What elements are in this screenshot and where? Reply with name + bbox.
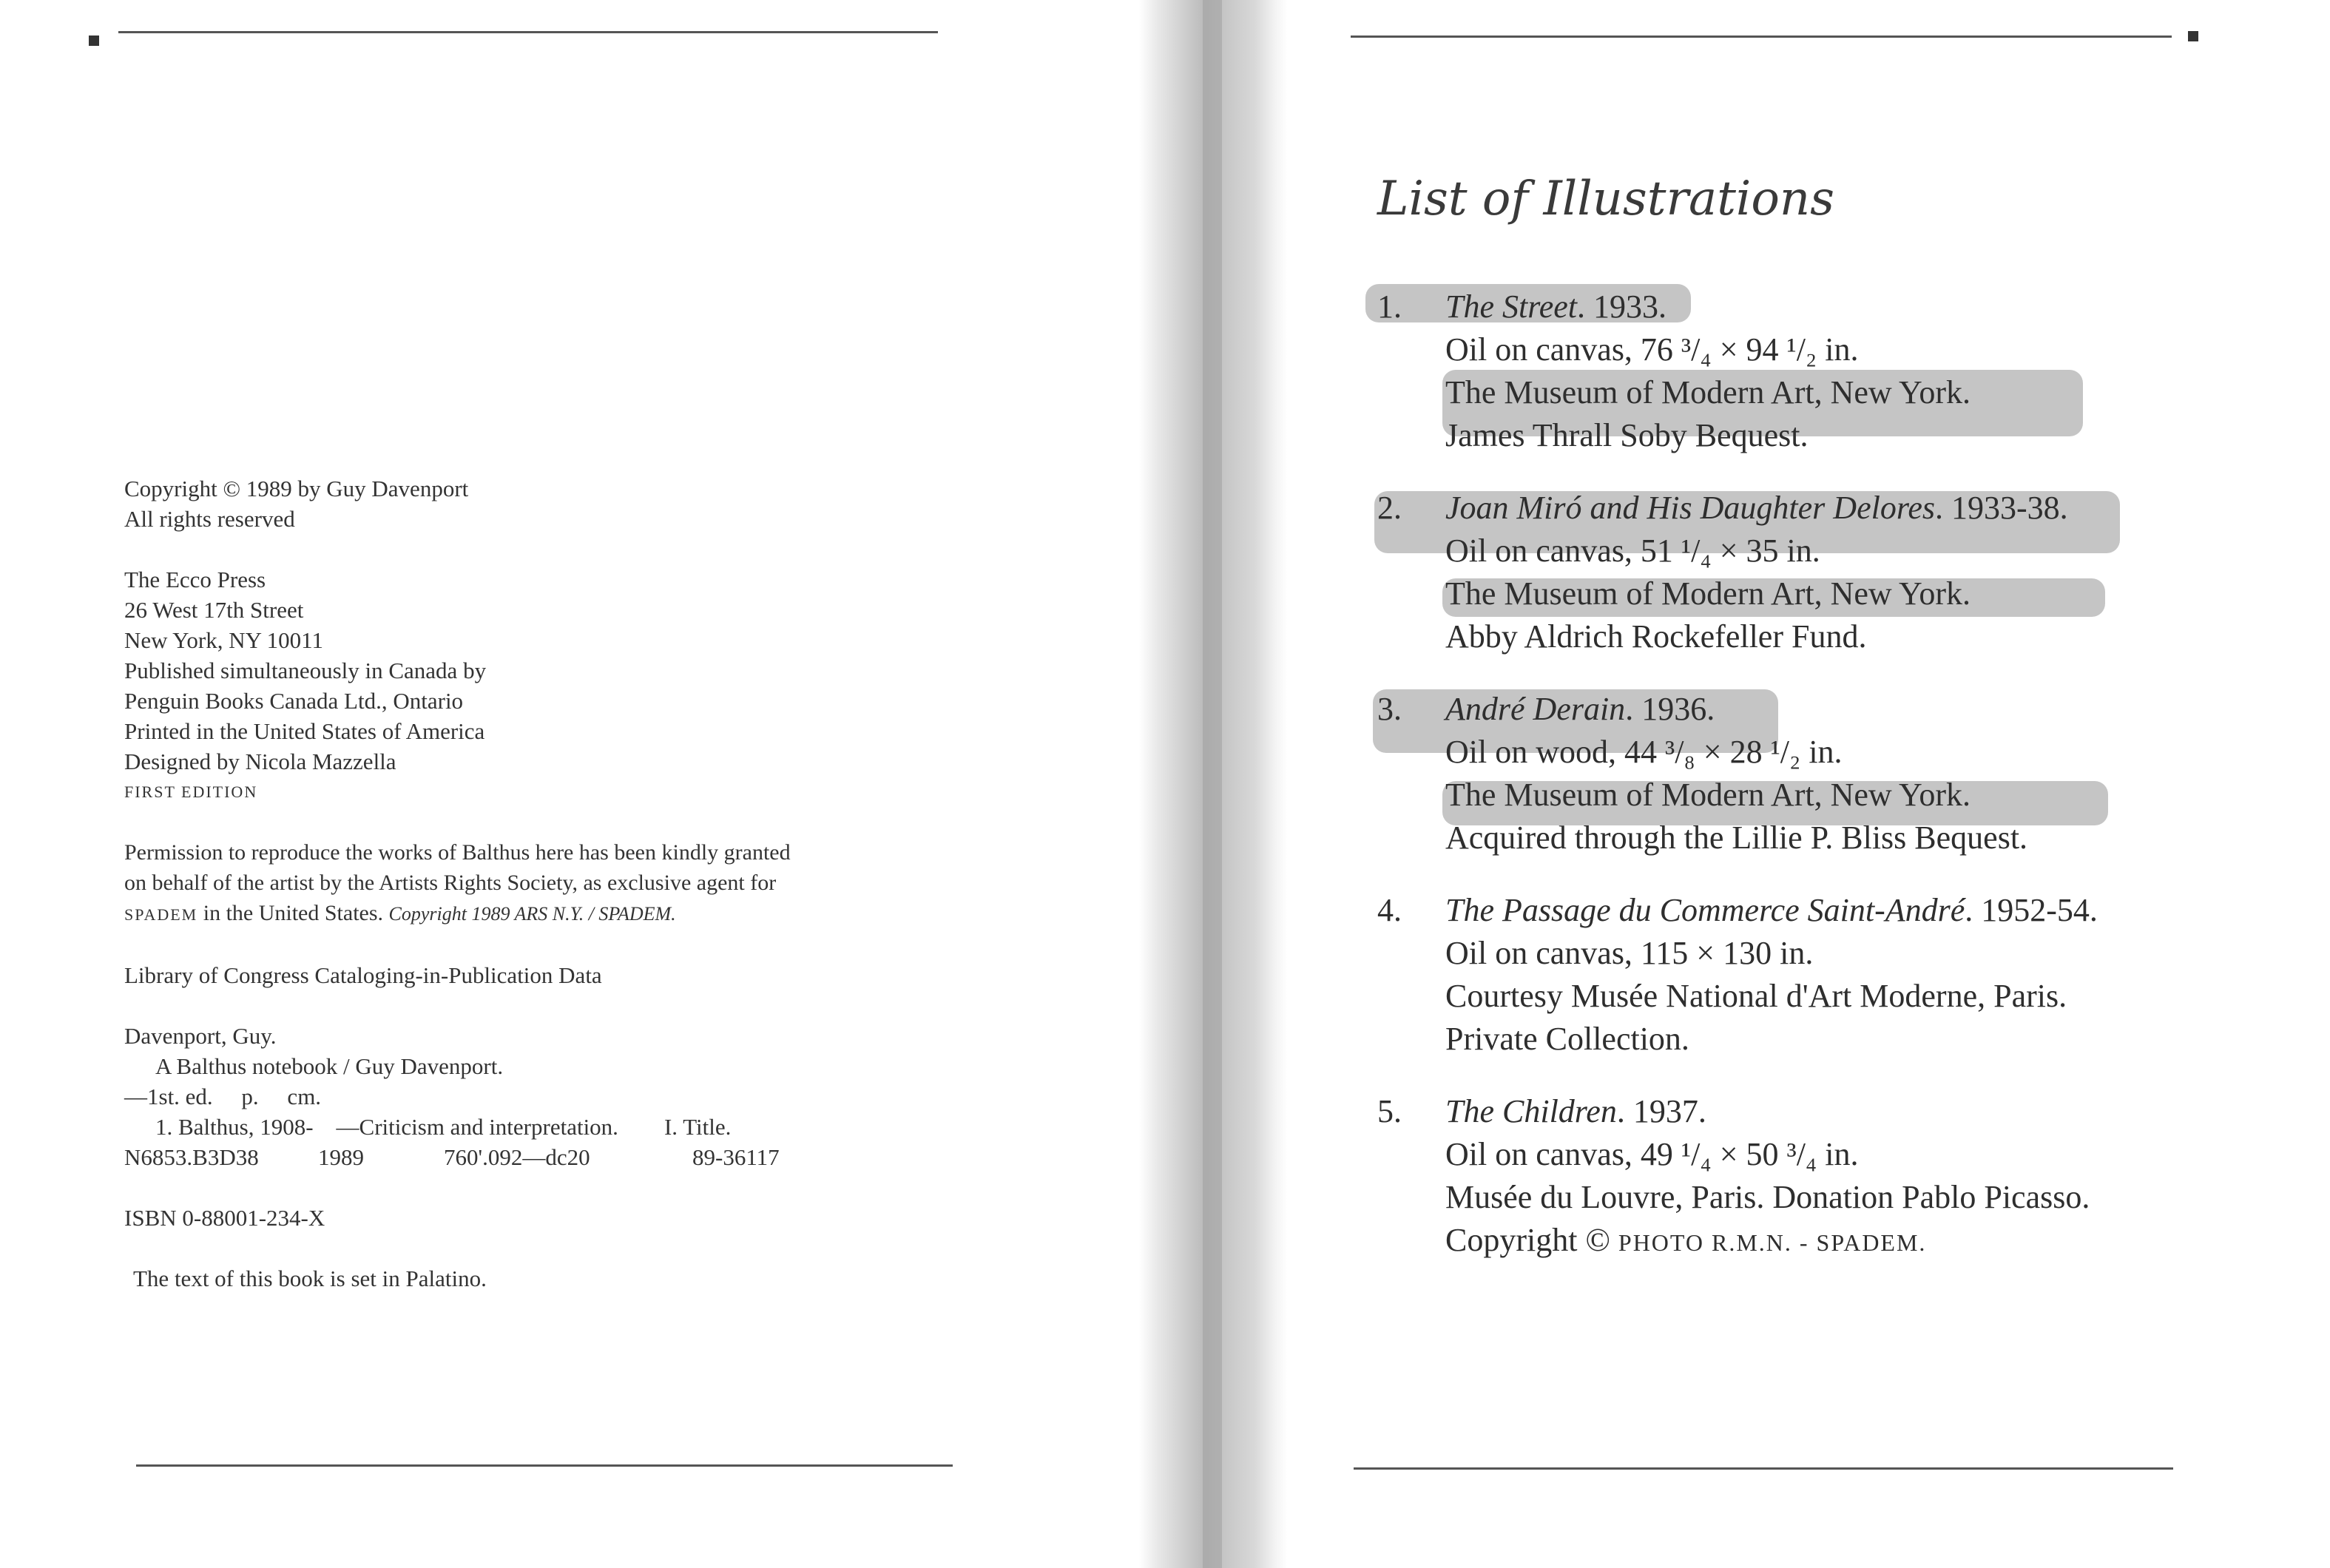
cip-title-entry: I. Title.	[663, 1114, 732, 1140]
artwork-date: . 1936.	[1625, 691, 1715, 727]
publisher-line: The Ecco Press	[124, 567, 266, 592]
artwork-date: . 1937.	[1616, 1093, 1706, 1129]
entry-number: 2.	[1377, 490, 1402, 526]
cip-call-row	[124, 1142, 968, 1172]
spadem-label: SPADEM	[124, 905, 198, 924]
credit-line: Private Collection.	[1445, 1021, 1689, 1057]
call-number: N6853.B3D38	[124, 1144, 259, 1170]
medium-line: Oil on canvas, 115 × 130 in.	[1445, 935, 1814, 971]
corner-square-mark	[2188, 31, 2198, 41]
bottom-rule-right	[1354, 1467, 2173, 1470]
book-gutter-shadow	[1139, 0, 1287, 1568]
corner-square-mark	[89, 36, 99, 46]
cip-title-line: A Balthus notebook / Guy Davenport.	[155, 1053, 504, 1079]
credit-line: Acquired through the Lillie P. Bliss Bequest.	[1445, 820, 2028, 856]
credit-line: Abby Aldrich Rockefeller Fund.	[1445, 618, 1867, 655]
cip-subject-row	[124, 1112, 968, 1142]
cip-author: Davenport, Guy.	[124, 1023, 277, 1049]
publisher-line: New York, NY 10011	[124, 627, 323, 653]
artwork-date: . 1933-38.	[1934, 490, 2068, 526]
permission-line-last	[124, 898, 968, 930]
typeface-note: The text of this book is set in Palatino.	[133, 1265, 487, 1291]
artwork-title: The Children	[1445, 1093, 1617, 1129]
artwork-title: The Street	[1445, 288, 1577, 325]
entry-number: 5.	[1377, 1093, 1402, 1129]
publisher-line: Penguin Books Canada Ltd., Ontario	[124, 688, 464, 714]
collection-line: The Museum of Modern Art, New York.	[1445, 575, 1971, 612]
credit-line	[1445, 1219, 2090, 1264]
credit-line: James Thrall Soby Bequest.	[1445, 417, 1809, 453]
page-title: List of Illustrations	[1377, 172, 1834, 226]
cip-title: Library of Congress Cataloging-in-Publication Data	[124, 962, 602, 988]
publisher-line: Published simultaneously in Canada by	[124, 658, 487, 683]
medium-line: Oil on canvas, 76 ³/₄ × 94 ¹/₂ in.	[1445, 331, 1859, 368]
cip-subject: 1. Balthus, 1908- —Criticism and interpretation.	[155, 1114, 618, 1140]
top-rule-left	[118, 31, 938, 33]
cip-year: 1989	[318, 1144, 364, 1170]
copyright-line: Copyright © 1989 by Guy Davenport	[124, 476, 469, 501]
entry-number: 3.	[1377, 691, 1402, 727]
dewey-number: 760'.092—dc20	[444, 1144, 590, 1170]
artwork-date: . 1933.	[1577, 288, 1667, 325]
publisher-line: 26 West 17th Street	[124, 597, 304, 623]
photo-credit: PHOTO R.M.N. - SPADEM.	[1618, 1229, 1927, 1256]
permission-line: Permission to reproduce the works of Balthus here has been kindly granted	[124, 840, 791, 865]
permission-text: in the United States.	[197, 901, 389, 925]
cip-edition-line: —1st. ed. p. cm.	[124, 1084, 322, 1109]
copyright-credit: Copyright 1989 ARS N.Y. / SPADEM.	[388, 903, 676, 925]
collection-line: The Museum of Modern Art, New York.	[1445, 777, 1971, 813]
lccn: 89-36117	[692, 1144, 780, 1170]
artwork-date: . 1952-54.	[1965, 892, 2098, 928]
publisher-line: Designed by Nicola Mazzella	[124, 748, 396, 774]
copyright-page	[124, 473, 968, 1294]
medium-line: Oil on wood, 44 ³/₈ × 28 ¹/₂ in.	[1445, 734, 1843, 770]
artwork-title: Joan Miró and His Daughter Delores	[1445, 490, 1935, 526]
top-rule-right	[1351, 36, 2172, 38]
collection-line: Courtesy Musée National d'Art Moderne, Paris.	[1445, 978, 2067, 1014]
artwork-title: The Passage du Commerce Saint-André	[1445, 892, 1965, 928]
medium-line: Oil on canvas, 51 ¹/₄ × 35 in.	[1445, 533, 1820, 569]
medium-line: Oil on canvas, 49 ¹/₄ × 50 ³/₄ in.	[1445, 1136, 1859, 1172]
entry-number: 4.	[1377, 892, 1402, 928]
collection-line: Musée du Louvre, Paris. Donation Pablo Picasso.	[1445, 1179, 2090, 1215]
bottom-rule-left	[136, 1464, 953, 1467]
collection-line: The Museum of Modern Art, New York.	[1445, 374, 1971, 410]
photo-copyright: Copyright ©	[1445, 1222, 1618, 1258]
permission-line: on behalf of the artist by the Artists Rights Society, as exclusive agent for	[124, 871, 777, 895]
entry-number: 1.	[1377, 288, 1402, 325]
edition-label: FIRST EDITION	[124, 783, 258, 801]
rights-line: All rights reserved	[124, 506, 295, 532]
artwork-title: André Derain	[1445, 691, 1626, 727]
publisher-line: Printed in the United States of America	[124, 718, 485, 744]
isbn: ISBN 0-88001-234-X	[124, 1205, 325, 1231]
